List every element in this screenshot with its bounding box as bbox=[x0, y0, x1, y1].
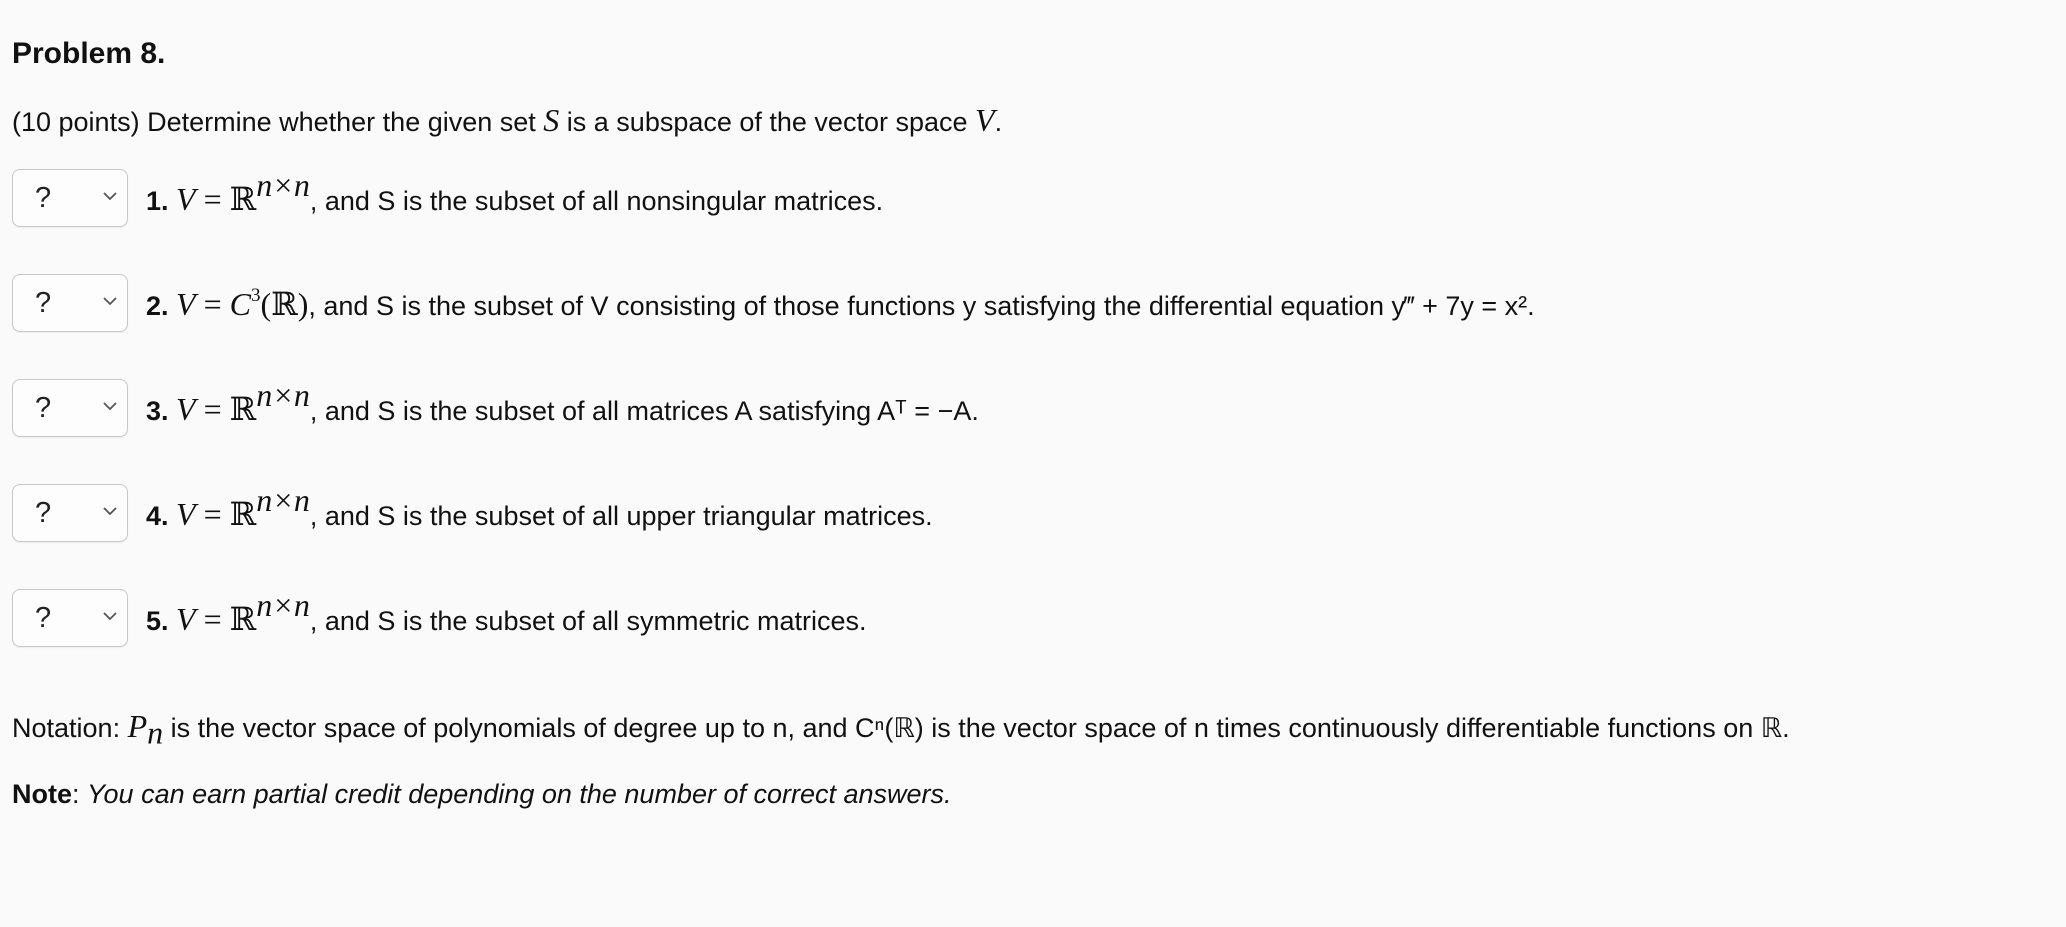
notation-text bbox=[12, 704, 1790, 750]
question-5-text bbox=[146, 587, 867, 643]
math-eq: = bbox=[195, 286, 230, 322]
question-1-text bbox=[146, 167, 884, 223]
math-v: V bbox=[176, 601, 196, 637]
answer-select-1[interactable] bbox=[12, 169, 128, 227]
question-4-body: , and S is the subset of all upper triangular matrices. bbox=[309, 501, 933, 531]
question-2-text bbox=[146, 282, 1535, 328]
math-exp: n×n bbox=[256, 167, 310, 203]
answer-select-2[interactable] bbox=[12, 274, 128, 332]
notation-label: Notation: bbox=[12, 713, 128, 743]
question-2-body: , and S is the subset of V consisting of those functions y satisfying the differential equation y‴ + 7y = x². bbox=[308, 291, 1535, 321]
math-eq: = ℝ bbox=[195, 496, 257, 532]
math-exp: n×n bbox=[256, 377, 310, 413]
question-1 bbox=[12, 169, 2052, 229]
math-c: C bbox=[229, 286, 251, 322]
question-3 bbox=[12, 379, 2052, 439]
question-4 bbox=[12, 484, 2052, 544]
chevron-down-icon bbox=[101, 398, 119, 414]
answer-select-3[interactable] bbox=[12, 379, 128, 437]
math-v: V bbox=[176, 181, 196, 217]
select-value: ? bbox=[35, 392, 52, 424]
chevron-down-icon bbox=[101, 503, 119, 519]
intro-set-s: S bbox=[543, 102, 560, 138]
math-exp: n×n bbox=[256, 587, 310, 623]
intro-text-2: is a subspace of the vector space bbox=[559, 107, 976, 137]
note-label: Note bbox=[12, 779, 72, 809]
note-body: You can earn partial credit depending on the number of correct answers. bbox=[87, 779, 952, 809]
math-eq: = ℝ bbox=[195, 601, 257, 637]
math-exp: 3 bbox=[250, 285, 261, 306]
question-number: 2. bbox=[146, 291, 169, 321]
select-value: ? bbox=[35, 497, 52, 529]
question-4-text bbox=[146, 482, 933, 538]
answer-select-5[interactable] bbox=[12, 589, 128, 647]
intro-text-3: . bbox=[994, 107, 1003, 137]
math-sub-n: n bbox=[147, 714, 164, 751]
chevron-down-icon bbox=[101, 188, 119, 204]
notation-body: is the vector space of polynomials of degree up to n, and Cⁿ(ℝ) is the vector space of n times continuously differentiable functions on ℝ. bbox=[163, 713, 1790, 743]
question-number: 5. bbox=[146, 606, 169, 636]
problem-intro bbox=[12, 100, 1002, 142]
problem-title: Problem 8. bbox=[12, 37, 166, 70]
chevron-down-icon bbox=[101, 608, 119, 624]
math-v: V bbox=[176, 496, 196, 532]
intro-space-v: V bbox=[975, 102, 995, 138]
select-value: ? bbox=[35, 602, 52, 634]
question-5-body: , and S is the subset of all symmetric matrices. bbox=[309, 606, 867, 636]
math-eq: = ℝ bbox=[195, 181, 257, 217]
question-5 bbox=[12, 589, 2052, 649]
note-text bbox=[12, 774, 952, 814]
select-value: ? bbox=[35, 287, 52, 319]
question-number: 3. bbox=[146, 396, 169, 426]
question-number: 4. bbox=[146, 501, 169, 531]
question-1-body: , and S is the subset of all nonsingular matrices. bbox=[309, 186, 884, 216]
math-v: V bbox=[176, 391, 196, 427]
math-v: V bbox=[176, 286, 196, 322]
chevron-down-icon bbox=[101, 293, 119, 309]
note-separator: : bbox=[72, 779, 88, 809]
math-eq: = ℝ bbox=[195, 391, 257, 427]
math-p: P bbox=[127, 708, 148, 744]
question-2 bbox=[12, 274, 2052, 334]
question-3-body: , and S is the subset of all matrices A satisfying Aᵀ = −A. bbox=[309, 396, 979, 426]
select-value: ? bbox=[35, 182, 52, 214]
math-r: (ℝ) bbox=[260, 286, 309, 322]
question-number: 1. bbox=[146, 186, 169, 216]
question-3-text bbox=[146, 377, 979, 433]
answer-select-4[interactable] bbox=[12, 484, 128, 542]
math-exp: n×n bbox=[256, 482, 310, 518]
intro-text-1: (10 points) Determine whether the given set bbox=[12, 107, 544, 137]
